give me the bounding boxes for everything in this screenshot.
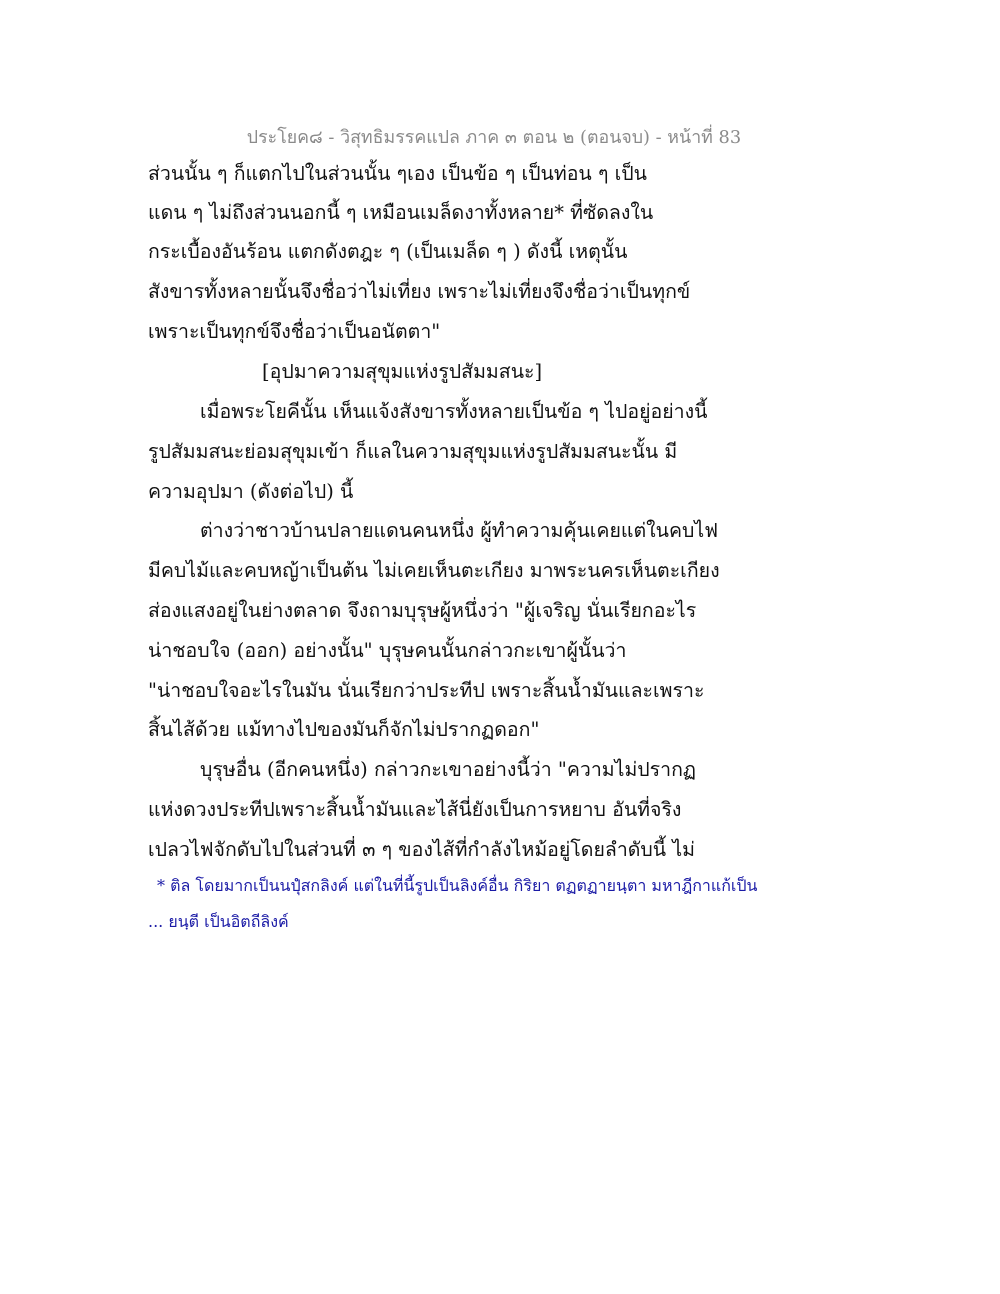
body-line: บุรุษอื่น (อีกคนหนึ่ง) กล่าวกะเขาอย่างนี้ว่า "ความไม่ปรากฏ xyxy=(200,758,697,781)
body-line: สังขารทั้งหลายนั้นจึงชื่อว่าไม่เที่ยง เพราะไม่เที่ยงจึงชื่อว่าเป็นทุกข์ xyxy=(148,280,691,303)
footnote-line: ... ยนฺตี เป็นอิตถีลิงค์ xyxy=(148,912,289,931)
body-line: กระเบื้องอันร้อน แตกดังตฎะ ๆ (เป็นเมล็ด ๆ ) ดังนี้ เหตุนั้น xyxy=(148,240,628,263)
body-line: เปลวไฟจักดับไปในส่วนที่ ๓ ๆ ของไส้ที่กำลังไหม้อยู่โดยลำดับนี้ ไม่ xyxy=(148,838,695,861)
body-line: ความอุปมา (ดังต่อไป) นี้ xyxy=(148,480,354,503)
body-line: รูปสัมมสนะย่อมสุขุมเข้า ก็แลในความสุขุมแห่งรูปสัมมสนะนั้น มี xyxy=(148,440,678,463)
page-header: ประโยค๘ - วิสุทธิมรรคแปล ภาค ๓ ตอน ๒ (ตอนจบ) - หน้าที่ 83 xyxy=(246,127,742,148)
footnote-line: * ติล โดยมากเป็นนปุํสกลิงค์ แต่ในที่นี้รูปเป็นลิงค์อื่น กิริยา ตฏตฏายนฺตา มหาฎีกาแก้เป็น xyxy=(157,876,758,895)
body-line: เพราะเป็นทุกข์จึงชื่อว่าเป็นอนัตตา" xyxy=(148,320,441,343)
body-line: ส่องแสงอยู่ในย่างตลาด จึงถามบุรุษผู้หนึ่งว่า "ผู้เจริญ นั่นเรียกอะไร xyxy=(148,599,697,622)
body-line: "น่าชอบใจอะไรในมัน นั่นเรียกว่าประทีป เพราะสิ้นน้ำมันและเพราะ xyxy=(148,679,705,702)
body-line: ต่างว่าชาวบ้านปลายแดนคนหนึ่ง ผู้ทำความคุ้นเคยแต่ในคบไฟ xyxy=(200,519,719,542)
body-line: ส่วนนั้น ๆ ก็แตกไปในส่วนนั้น ๆเอง เป็นข้อ ๆ เป็นท่อน ๆ เป็น xyxy=(148,162,648,185)
body-line: เมื่อพระโยคีนั้น เห็นแจ้งสังขารทั้งหลายเป็นข้อ ๆ ไปอยู่อย่างนี้ xyxy=(200,400,708,423)
section-heading: [อุปมาความสุขุมแห่งรูปสัมมสนะ] xyxy=(262,360,543,383)
body-line: สิ้นไส้ด้วย แม้ทางไปของมันก็จักไม่ปรากฏดอก" xyxy=(148,718,540,741)
body-line: แห่งดวงประทีปเพราะสิ้นน้ำมันและไส้นี่ยังเป็นการหยาบ อันที่จริง xyxy=(148,798,682,821)
body-line: มีคบไม้และคบหญ้าเป็นต้น ไม่เคยเห็นตะเกียง มาพระนครเห็นตะเกียง xyxy=(148,559,720,582)
body-line: น่าชอบใจ (ออก) อย่างนั้น" บุรุษคนนั้นกล่าวกะเขาผู้นั้นว่า xyxy=(148,639,627,662)
body-line: แดน ๆ ไม่ถึงส่วนนอกนี้ ๆ เหมือนเมล็ดงาทั้งหลาย* ที่ซัดลงใน xyxy=(148,201,654,224)
